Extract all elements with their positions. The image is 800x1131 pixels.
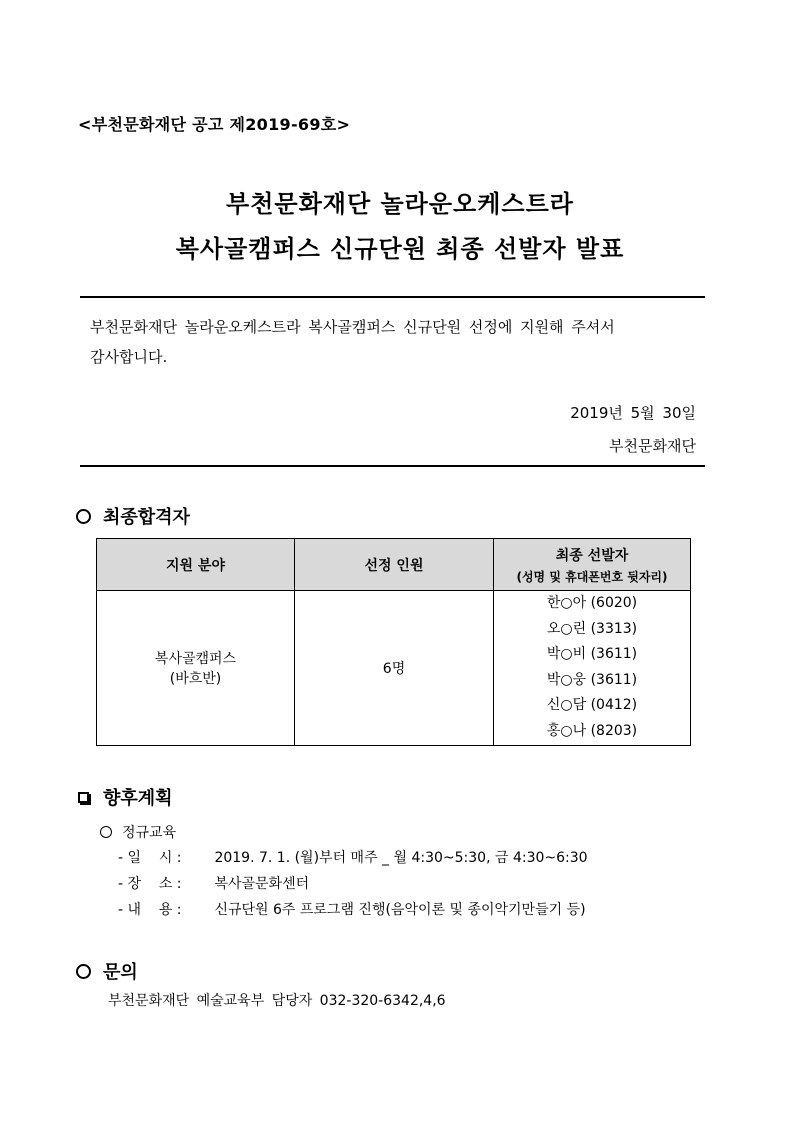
header-selected-sub: (성명 및 휴대폰번호 뒷자리) [516,569,668,584]
plan-item-key: - 일 시 : [118,850,182,866]
list-item: 박○비 (3611) [546,646,638,663]
list-item: 홍○나 (8203) [546,722,638,739]
cell-field-line1: 복사골캠퍼스 [154,650,237,667]
section-final-title: 최종합격자 [103,507,190,528]
cell-field-line2: (바흐반) [169,670,222,687]
intro-line2: 감사합니다. [90,348,168,366]
section-plan-title: 향후계획 [103,788,173,809]
plan-subheading [100,822,176,842]
page-title-line2: 복사골캠퍼스 신규단원 최종 선발자 발표 [175,235,625,263]
list-item: 한○아 (6020) [546,595,638,611]
header-selected-label: 최종 선발자 [555,547,629,564]
circle-bullet-icon [76,509,91,524]
intro-line1: 부천문화재단 놀라운오케스트라 복사골캠퍼스 신규단원 선정에 지원해 주셔서 [90,318,615,336]
cell-count: 6명 [295,591,494,746]
table-header-row [97,539,691,591]
circle-bullet-icon [76,964,91,979]
list-item: 오○린 (3313) [546,620,638,637]
section-plan-heading [76,784,173,810]
intro-paragraph [90,312,705,372]
small-circle-bullet-icon [100,826,112,838]
list-item: 박○웅 (3611) [546,671,638,688]
notice-number: <부천문화재단 공고 제2019-69호> [78,115,351,134]
list-item: 신○담 (0412) [546,697,638,714]
cell-field [97,591,295,746]
plan-item-value: 신규단원 6주 프로그램 진행(음악이론 및 종이악기만들기 등) [210,902,586,918]
cell-selected [494,591,691,746]
section-final-heading [76,503,190,529]
section-contact-title: 문의 [103,962,138,983]
section-contact-heading [76,958,138,984]
table-row [97,591,691,746]
header-field: 지원 분야 [97,539,295,591]
header-count: 선정 인원 [295,539,494,591]
organization-name: 부천문화재단 [609,437,696,455]
plan-item-key: - 장 소 : [118,876,182,892]
plan-item-location [118,873,309,893]
plan-item-value: 2019. 7. 1. (월)부터 매주 _ 월 4:30~5:30, 금 4:30~6:30 [210,850,588,866]
selected-list [494,591,690,745]
plan-item-content [118,899,586,919]
final-selection-table [96,538,691,746]
header-selected [494,539,691,591]
bottom-rule [80,465,705,467]
top-rule [80,296,705,298]
contact-info: 부천문화재단 예술교육부 담당자 032-320-6342,4,6 [108,993,446,1009]
page-title-line1: 부천문화재단 놀라운오케스트라 [226,190,574,218]
plan-item-key: - 내 용 : [118,902,182,918]
square-bullet-icon [78,792,89,803]
announcement-date: 2019년 5월 30일 [570,404,696,422]
plan-item-value: 복사골문화센터 [210,876,310,892]
plan-item-schedule [118,847,588,867]
plan-subheading-label: 정규교육 [122,825,177,841]
